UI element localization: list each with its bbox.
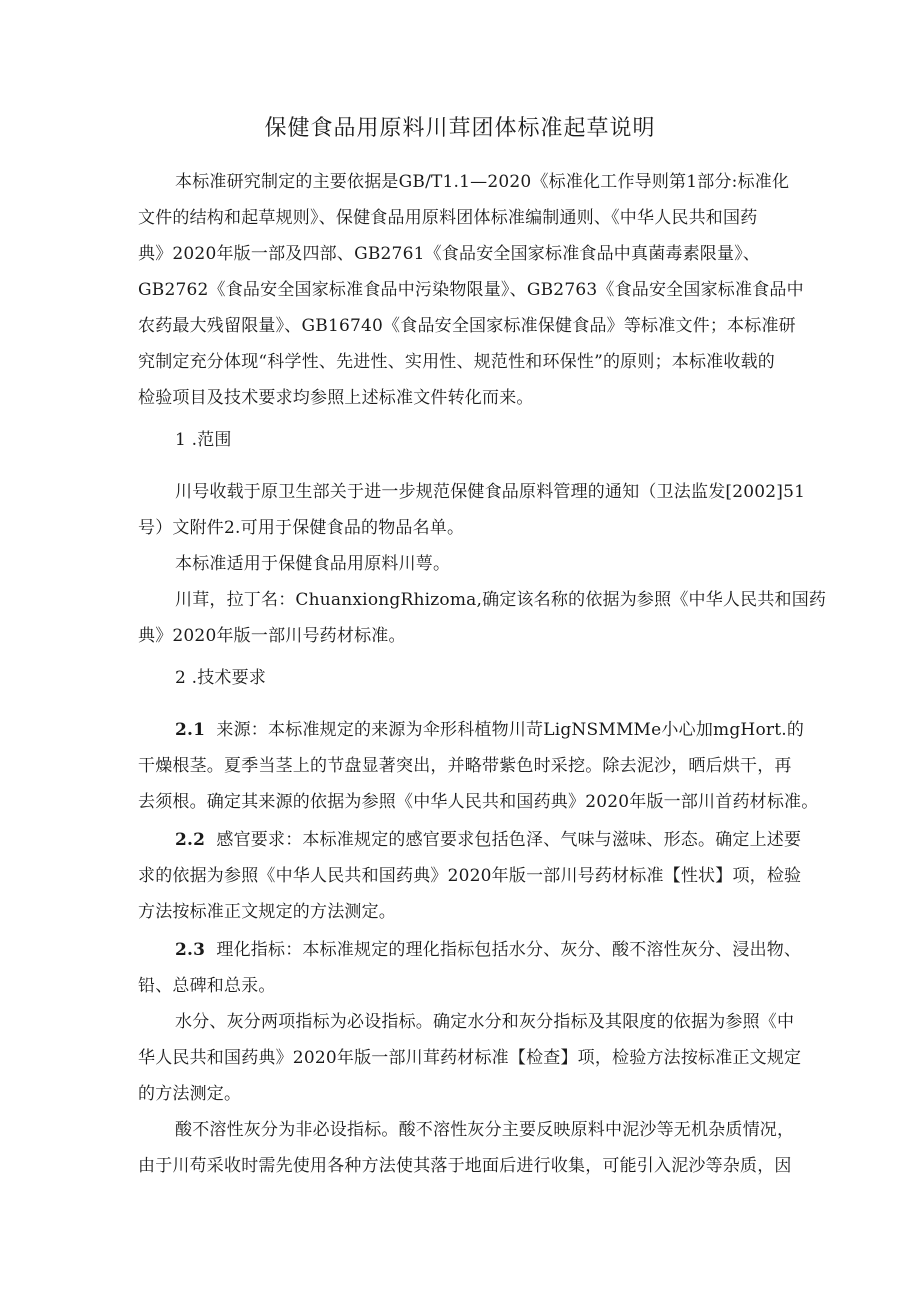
section-1-line-3: 本标准适用于保健食品用原料川萼。 [175, 554, 451, 574]
subsection-2-2-text: 本标准规定的感官要求包括色泽、气味与滋味、形态。确定上述要 [302, 830, 802, 850]
intro-line-4: GB2762《食品安全国家标准食品中污染物限量》、GB2763《食品安全国家标准食品中 [138, 280, 804, 300]
intro-line-3: 典》2020年版一部及四部、GB2761《食品安全国家标准食品中真菌毒素限量》、 [138, 244, 761, 264]
section-1-line-4: 川茸，拉丁名：ChuanxiongRhizoma,确定该名称的依据为参照《中华人民共和国药 [175, 590, 827, 610]
acid-ash-line-2: 由于川苟采收时需先使用各种方法使其落于地面后进行收集，可能引入泥沙等杂质，因 [138, 1156, 792, 1176]
section-1-line-1: 川号收载于原卫生部关于进一步规范保健食品原料管理的通知（卫法监发[2002]51 [175, 482, 806, 502]
intro-line-2: 文件的结构和起草规则》、保健食品用原料团体标准编制通则、《中华人民共和国药 [138, 208, 758, 228]
intro-line-1: 本标准研究制定的主要依据是GB/T1.1—2020《标准化工作导则第1部分:标准化 [175, 172, 790, 192]
subsection-2-3-line-2: 铅、总碑和总汞。 [138, 976, 276, 996]
subsection-2-1-line-2: 干燥根茎。夏季当茎上的节盘显著突出，并略带紫色时采挖。除去泥沙，晒后烘干，再 [138, 756, 792, 776]
moisture-line-3: 的方法测定。 [138, 1084, 242, 1104]
subsection-2-2-label: 感官要求： [216, 830, 303, 850]
intro-line-6: 究制定充分体现“科学性、先进性、实用性、规范性和环保性”的原则；本标准收载的 [138, 352, 775, 372]
subsection-2-3-line-1 [175, 938, 801, 962]
moisture-line-2: 华人民共和国药典》2020年版一部川茸药材标准【检查】项，检验方法按标准正文规定 [138, 1048, 802, 1068]
subsection-2-3-text: 本标准规定的理化指标包括水分、灰分、酸不溶性灰分、浸出物、 [302, 940, 802, 960]
section-1-heading: 1 .范围 [175, 430, 232, 450]
subsection-2-2-line-1 [175, 828, 801, 852]
subsection-2-1-line-1 [175, 718, 804, 742]
subsection-2-1-line-3: 去须根。确定其来源的依据为参照《中华人民共和国药典》2020年版一部川首药材标准。 [138, 792, 819, 812]
subsection-2-1-text: 本标准规定的来源为伞形科植物川苛LigNSMMMe小心加mgHort.的 [268, 720, 805, 740]
subsection-2-3-label: 理化指标： [216, 940, 303, 960]
subsection-2-1-number: 2.1 [175, 720, 206, 740]
subsection-2-3-number: 2.3 [175, 940, 206, 960]
subsection-2-2-number: 2.2 [175, 830, 206, 850]
document-title: 保健食品用原料川茸团体标准起草说明 [264, 116, 656, 141]
intro-line-5: 农药最大残留限量》、GB16740《食品安全国家标准保健食品》等标准文件；本标准研 [138, 316, 796, 336]
section-2-heading: 2 .技术要求 [175, 668, 267, 688]
intro-line-7: 检验项目及技术要求均参照上述标准文件转化而来。 [138, 388, 534, 408]
subsection-2-2-line-3: 方法按标准正文规定的方法测定。 [138, 902, 396, 922]
acid-ash-line-1: 酸不溶性灰分为非必设指标。酸不溶性灰分主要反映原料中泥沙等无机杂质情况， [175, 1120, 795, 1140]
section-1-line-5: 典》2020年版一部川号药材标准。 [138, 626, 406, 646]
moisture-line-1: 水分、灰分两项指标为必设指标。确定水分和灰分指标及其限度的依据为参照《中 [175, 1012, 795, 1032]
subsection-2-2-line-2: 求的依据为参照《中华人民共和国药典》2020年版一部川号药材标准【性状】项，检验 [138, 866, 802, 886]
section-1-line-2: 号）文附件2.可用于保健食品的物品名单。 [138, 518, 465, 538]
subsection-2-1-label: 来源： [216, 720, 269, 740]
